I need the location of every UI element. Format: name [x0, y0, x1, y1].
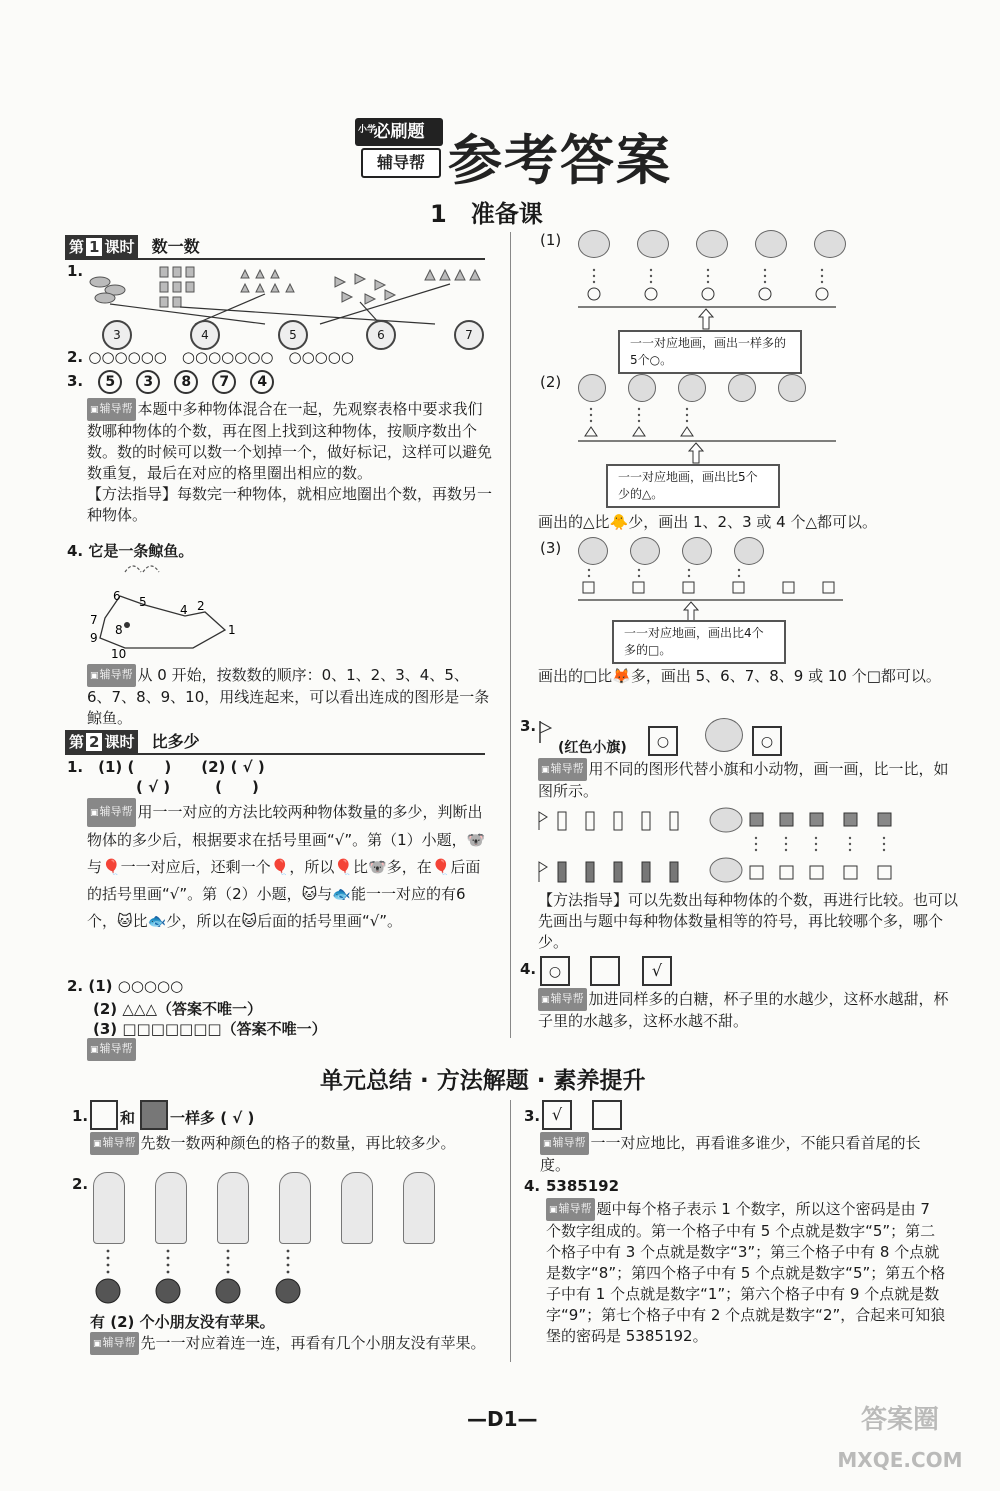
whale-figure: [85, 560, 245, 660]
gray-square: [140, 1100, 168, 1130]
flag-icon: [538, 720, 552, 744]
koala-icon: [755, 230, 787, 258]
svg-text:5: 5: [139, 595, 147, 609]
chick-row: [578, 374, 806, 402]
flower-number: 3: [102, 320, 132, 350]
answer-box: [592, 1100, 622, 1130]
q3-explain: ▣ 辅导帮 用不同的图形代替小旗和小动物，画一画，比一比，如图所示。: [538, 758, 958, 802]
chick-icon: [578, 374, 606, 402]
column-divider: [510, 232, 511, 1038]
chapter-title: 1 准备课: [430, 200, 543, 228]
fox-icon: [682, 537, 712, 565]
chick-icon: [778, 374, 806, 402]
unit-q3-explain: ▣ 辅导帮 一一对应地比，再看谁多谁少，不能只看首尾的长度。: [540, 1132, 945, 1176]
watermark-logo: 答案圈 MXQE.COM: [837, 1405, 963, 1472]
squirrel-icon: [705, 718, 743, 752]
white-square: [90, 1100, 118, 1130]
child-icon: [217, 1172, 249, 1244]
svg-text:1: 1: [228, 623, 236, 637]
square-match-row: [578, 566, 848, 606]
answer-box: [590, 956, 620, 986]
fox-icon: [578, 537, 608, 565]
koala-icon: [814, 230, 846, 258]
svg-text:2: 2: [197, 599, 205, 613]
koala-icon: [637, 230, 669, 258]
flower-number: 4: [190, 320, 220, 350]
apple-match-row: [93, 1247, 333, 1307]
flower-number: 5: [278, 320, 308, 350]
chick-icon: [628, 374, 656, 402]
chick-icon: [678, 374, 706, 402]
answer-box: √: [542, 1100, 572, 1130]
unit-q2-explain: ▣ 辅导帮 先一一对应着连一连，再看有几个小朋友没有苹果。: [90, 1332, 495, 1355]
svg-text:6: 6: [113, 589, 121, 603]
q3-block: 3. 5 3 8 7 4 ▣ 辅导帮 本题中多种物体混合在一起，先观察表格中要求我们数哪种物体的个数，再在图上找到这种物体，按顺序数出个数。数的时候可以数一个划掉一个，做好标记，这样可以避免数重复，最后在对应的格里圈出相应的数。 【方法指导】每数完一种物体，就相应地圈出个数，再数另一种物体。: [67, 370, 492, 526]
unit-q4-explain: ▣ 辅导帮 题中每个格子表示 1 个数字，所以这个密码是由 7 个数字组成的。第一个格子中有 5 个点就是数字“5”；第二个格子中有 3 个点就是数字“3”；第三个格子中有 8 个点就是数字“8”；第四个格子中有 5 个点就是数字“5”；第五个格子中有 1 个点就是数字“1”；第六个格子中有 9 个点就是数字“9”；第七个格子中有 2 个点就是数字“2”，合起来可知狼堡的密码是 5385192。: [546, 1198, 946, 1347]
triangle-match-row: [578, 405, 838, 445]
flower-number: 6: [366, 320, 396, 350]
sec2-q1-explain: ▣ 辅导帮 用一一对应的方法比较两种物体数量的多少，判断出物体的多少后，根据要求在括号里画“√”。第（1）小题，🐨与🎈一一对应后，还剩一个🎈，所以🎈比🐨多，在🎈后面的括号里画“√”。第（2）小题，🐱与🐟能一一对应的有6个，🐱比🐟少，所以在🐱后面的括号里画“√”。: [87, 798, 492, 935]
svg-text:4: 4: [180, 603, 188, 617]
fox-icon: [734, 537, 764, 565]
page-number: —D1—: [467, 1407, 538, 1431]
answer-box: ○: [752, 726, 782, 756]
unit-q1-explain: ▣ 辅导帮 先数一数两种颜色的格子的数量，再比较多少。: [90, 1132, 495, 1155]
answer-box: √: [642, 956, 672, 986]
fox-icon: [630, 537, 660, 565]
section-header-1: 第 1 课时 数一数: [65, 234, 485, 260]
chick-icon: [728, 374, 756, 402]
koala-icon: [696, 230, 728, 258]
svg-text:10: 10: [111, 647, 127, 660]
q4-explain: ▣ 辅导帮 从 0 开始，按数数的顺序：0、1、2、3、4、5、6、7、8、9、10，用线连起来，可以看出连成的图形是一条鲸鱼。: [87, 664, 492, 729]
q4-answer: 4. 它是一条鲸鱼。: [67, 542, 194, 560]
child-icon: [93, 1172, 125, 1244]
unit-summary-title: 单元总结 · 方法解题 · 素养提升: [320, 1068, 646, 1094]
flag-compare-figure: [536, 800, 896, 890]
svg-text:8: 8: [115, 623, 123, 637]
section-header-2: 第 2 课时 比多少: [65, 729, 485, 755]
koala-row: [578, 230, 846, 258]
child-icon: [279, 1172, 311, 1244]
child-icon: [155, 1172, 187, 1244]
flower-number: 7: [454, 320, 484, 350]
brand-logo: 小学 必刷题 辅导帮: [355, 118, 443, 176]
svg-text:7: 7: [90, 613, 98, 627]
child-icon: [341, 1172, 373, 1244]
arrow-up-icon: [688, 442, 704, 464]
koala-icon: [578, 230, 610, 258]
kids-row: [93, 1172, 435, 1244]
fox-row: [578, 537, 764, 565]
svg-text:9: 9: [90, 631, 98, 645]
answer-box: ○: [540, 956, 570, 986]
column-divider-bottom: [510, 1100, 511, 1362]
child-icon: [403, 1172, 435, 1244]
page-title: 参考答案: [448, 129, 672, 192]
answer-box: ○: [648, 726, 678, 756]
q2-answer: 2. ○○○○○○ ○○○○○○○ ○○○○○: [67, 348, 354, 366]
arrow-up-icon: [698, 308, 714, 330]
q4-explain-right: ▣ 辅导帮 加进同样多的白糖，杯子里的水越少，这杯水越甜，杯子里的水越多，这杯水越不甜。: [538, 988, 958, 1032]
